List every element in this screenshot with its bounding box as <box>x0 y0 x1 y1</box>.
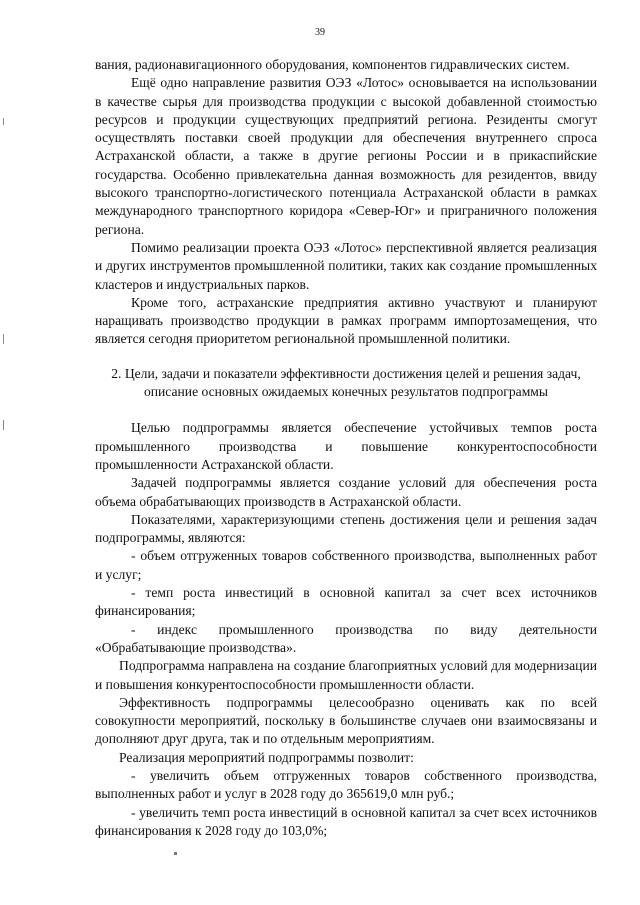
document-body <box>95 56 597 840</box>
paragraph-lotos-direction: Ещё одно направление развития ОЭЗ «Лотос» основывается на использовании в качестве сырья для производства продукции с высокой добавленной стоимостью ресурсов и продукции существующих предприятий региона. Резиденты смогут осуществлять поставки своей продукции для обеспечения внутреннего спроса Астраханской области, а также в другие регионы России и в прикаспийские государства. Особенно привлекательна данная возможность для резидентов, ввиду высокого транспортно-логистического потенциала Астраханской области в рамках международного транспортного коридора «Север-Юг» и приграничного положения региона. <box>95 75 597 237</box>
list-item-result: - увеличить объем отгруженных товаров собственного производства, выполненных работ и услуг в 2028 году до 365619,0 млн руб.; <box>95 767 597 802</box>
section-heading: 2. Цели, задачи и показатели эффективности достижения целей и решения задач, описание основных ожидаемых конечных результатов подпрограммы <box>111 365 581 400</box>
scan-speck <box>174 852 177 855</box>
paragraph-efficiency: Эффективность подпрограммы целесообразно оценивать как по всей совокупности мероприятий, поскольку в большинстве случаев они взаимосвязаны и дополняют друг друга, так и по отдельным мероприятиям. <box>95 694 597 747</box>
paragraph-task: Задачей подпрограммы является создание условий для обеспечения роста объема обрабатывающих производств в Астраханской области. <box>95 475 597 509</box>
scan-margin-mark <box>3 420 4 430</box>
list-item-indicator: - темп роста инвестиций в основной капитал за счет всех источников финансирования; <box>95 585 597 619</box>
paragraph-import-substitution: Кроме того, астраханские предприятия активно участвуют и планируют наращивать производство продукции в рамках программ импортозамещения, что является сегодня приоритетом региональной промышленной политики. <box>95 294 597 347</box>
scan-margin-mark <box>3 118 4 125</box>
paragraph-aim: Подпрограмма направлена на создание благоприятных условий для модернизации и повышения конкурентоспособности промышленности области. <box>95 658 597 692</box>
list-item-indicator: - индекс промышленного производства по виду деятельности «Обрабатывающие производства». <box>95 621 597 655</box>
paragraph-indicators-intro: Показателями, характеризующими степень достижения цели и решения задач подпрограммы, являются: <box>95 511 597 546</box>
list-item-result: - увеличить темп роста инвестиций в основной капитал за счет всех источников финансирования к 2028 году до 103,0%; <box>95 804 597 838</box>
paragraph-continuation: вания, радионавигационного оборудования, компонентов гидравлических систем. <box>95 57 570 72</box>
list-item-indicator: - объем отгруженных товаров собственного производства, выполненных работ и услуг; <box>95 548 597 582</box>
paragraph-goal: Целью подпрограммы является обеспечение устойчивых темпов роста промышленного производства и повышение конкурентоспособности промышленности Астраханской области. <box>95 420 597 472</box>
page-number: 39 <box>315 27 325 38</box>
paragraph-other-instruments: Помимо реализации проекта ОЭЗ «Лотос» перспективной является реализация и других инструментов промышленной политики, таких как создание промышленных кластеров и индустриальных парков. <box>95 239 597 292</box>
paragraph-implementation-intro: Реализация мероприятий подпрограммы позволит: <box>119 749 414 765</box>
scan-margin-mark <box>3 334 4 344</box>
